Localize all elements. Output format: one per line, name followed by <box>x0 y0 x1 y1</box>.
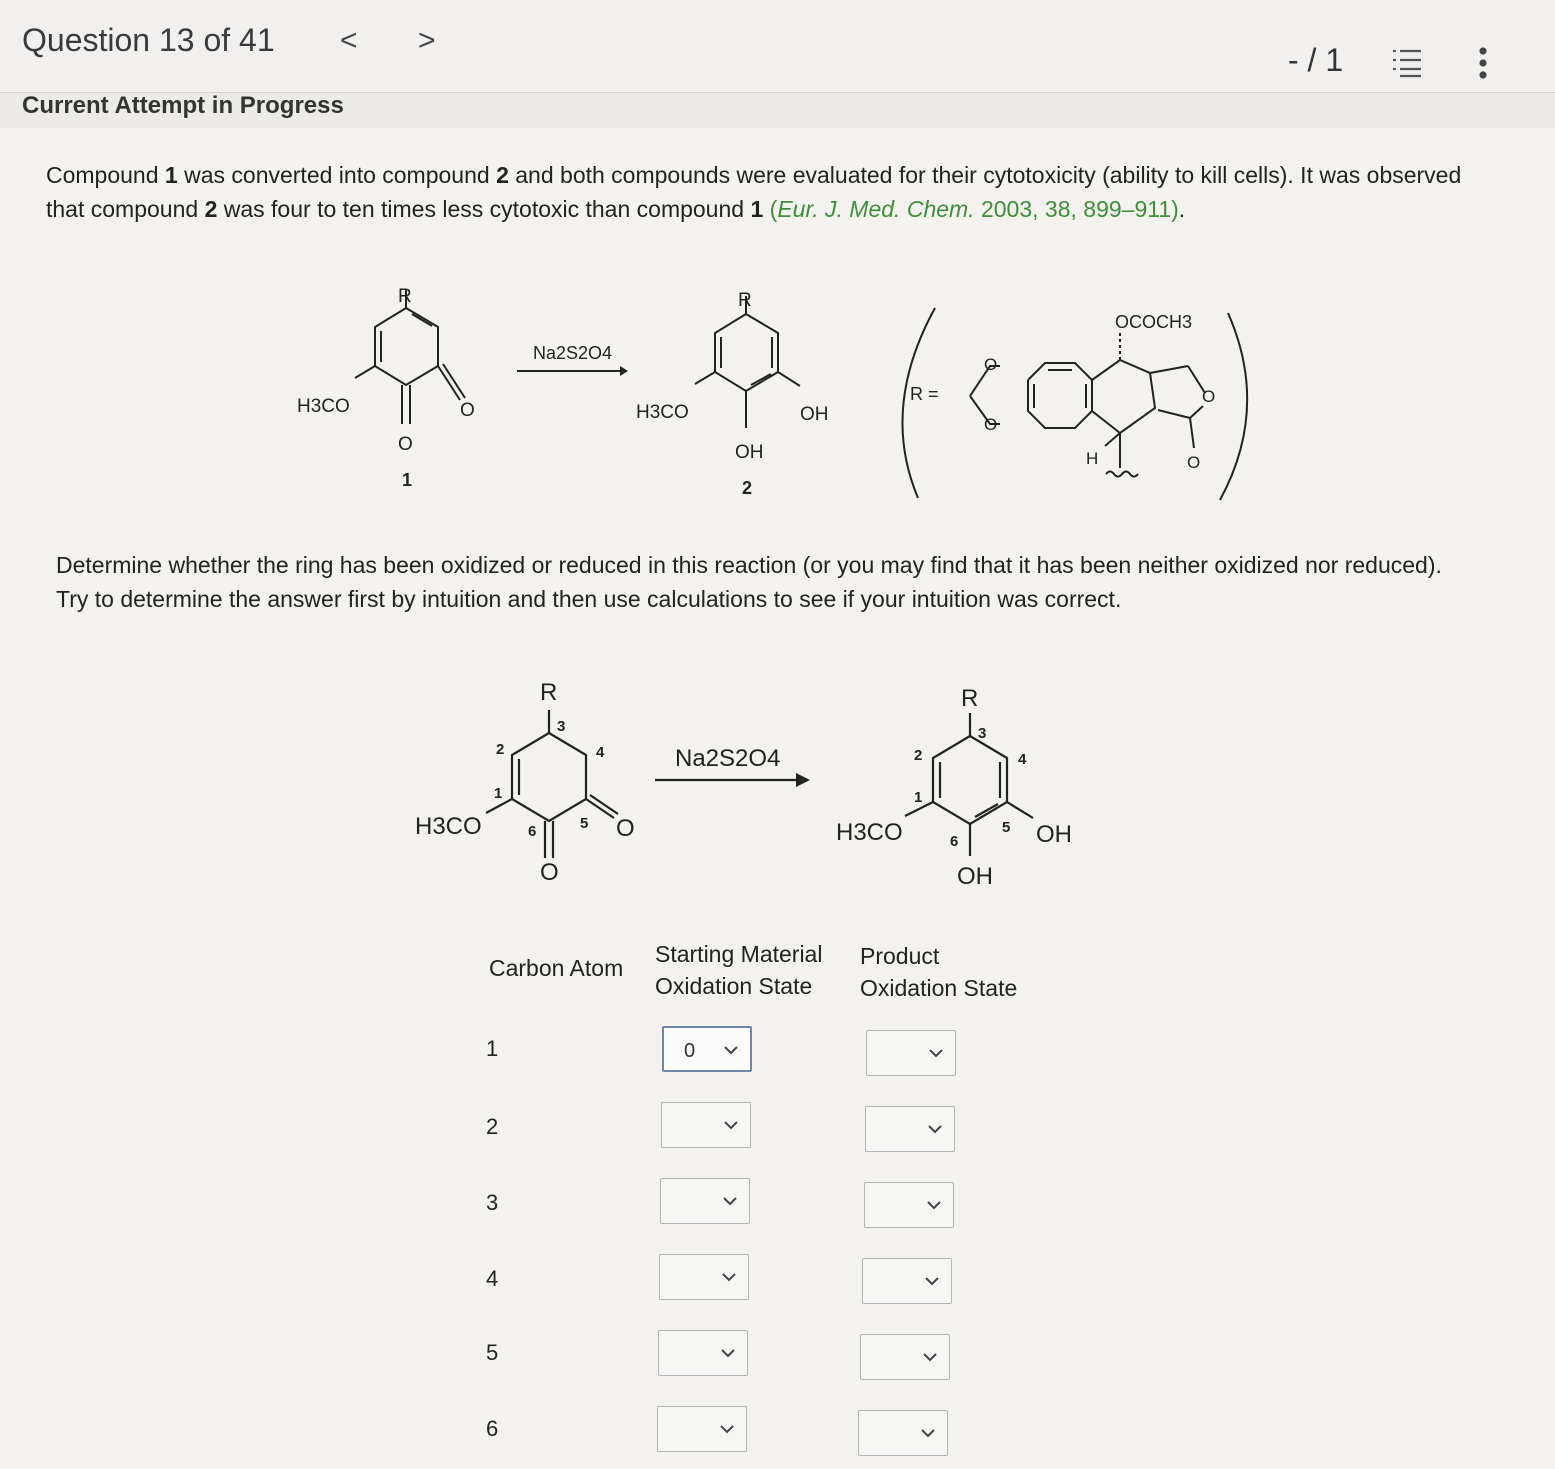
table-row-atom: 6 <box>486 1416 499 1441</box>
oxygen-label: O <box>616 815 635 842</box>
start-oxidation-select-5[interactable] <box>658 1330 748 1376</box>
start-oxidation-select-4[interactable] <box>659 1254 749 1300</box>
oxygen-label: O <box>984 415 998 434</box>
citation: (Eur. J. Med. Chem. 2003, 38, 899–911) <box>769 196 1179 222</box>
table-row-atom: 4 <box>486 1266 499 1291</box>
oxygen-label: O <box>460 400 475 421</box>
atom-number: 6 <box>528 823 537 840</box>
table-row-atom: 5 <box>486 1340 499 1365</box>
chevron-down-icon <box>919 1425 937 1441</box>
next-question-button[interactable]: > <box>418 24 436 57</box>
chevron-down-icon <box>719 1345 737 1361</box>
atom-number: 6 <box>950 833 959 850</box>
chevron-down-icon <box>925 1197 943 1213</box>
atom-number: 1 <box>494 785 503 802</box>
question-counter: Question 13 of 41 <box>22 22 275 58</box>
atom-number: 4 <box>1018 751 1027 768</box>
chevron-down-icon <box>926 1121 944 1137</box>
product-oxidation-select-6[interactable] <box>858 1410 948 1456</box>
compound-ref: 2 <box>204 196 218 222</box>
reaction-scheme-overview <box>0 128 1555 528</box>
compound-1-label: 1 <box>402 470 413 490</box>
atom-number: 1 <box>914 789 923 806</box>
atom-number: 5 <box>1002 819 1011 836</box>
r-label: R <box>738 290 752 311</box>
methoxy-label: H3CO <box>415 813 482 840</box>
chevron-down-icon <box>722 1042 740 1058</box>
table-row-atom: 3 <box>486 1190 499 1215</box>
compound-ref: 1 <box>750 196 764 222</box>
methoxy-label: H3CO <box>297 396 350 417</box>
product-oxidation-select-5[interactable] <box>860 1334 950 1380</box>
oxygen-label: O <box>540 859 559 886</box>
hydroxyl-label: OH <box>1036 821 1072 848</box>
product-oxidation-select-1[interactable] <box>866 1030 956 1076</box>
oxygen-label: O <box>984 355 998 374</box>
hydroxyl-label: OH <box>800 404 829 425</box>
column-header-carbon-atom: Carbon Atom <box>489 955 624 981</box>
chevron-down-icon <box>722 1117 740 1133</box>
methoxy-label: H3CO <box>636 402 689 423</box>
previous-question-button[interactable]: < <box>340 24 358 57</box>
chevron-down-icon <box>921 1349 939 1365</box>
reagent-label: Na2S2O4 <box>533 343 613 363</box>
column-header-starting-material: Starting Material Oxidation State <box>655 941 823 999</box>
atom-number: 3 <box>978 725 987 742</box>
hydrogen-label: H <box>1086 449 1099 468</box>
reagent-label: Na2S2O4 <box>675 745 781 772</box>
table-row-atom: 2 <box>486 1114 499 1139</box>
chevron-down-icon <box>718 1421 736 1437</box>
question-content <box>0 128 1555 1469</box>
chevron-down-icon <box>923 1273 941 1289</box>
column-header-product: Product Oxidation State <box>860 943 1018 1001</box>
compound-ref: 1 <box>164 162 178 188</box>
atom-number: 5 <box>580 815 589 832</box>
start-oxidation-select-6[interactable] <box>657 1406 747 1452</box>
atom-number: 2 <box>914 747 923 764</box>
chevron-down-icon <box>927 1045 945 1061</box>
table-row-atom: 1 <box>486 1036 499 1061</box>
r-label: R <box>540 679 558 706</box>
start-oxidation-select-2[interactable] <box>661 1102 751 1148</box>
atom-number: 4 <box>596 744 605 761</box>
atom-number: 3 <box>557 718 566 735</box>
header-bar <box>0 0 1555 93</box>
product-oxidation-select-3[interactable] <box>864 1182 954 1228</box>
hydroxyl-label: OH <box>957 863 993 890</box>
hydroxyl-label: OH <box>735 442 764 463</box>
r-equals-label: R = <box>910 384 939 404</box>
atom-number: 2 <box>496 741 505 758</box>
question-intro: Compound 1 was converted into compound 2 and both compounds were evaluated for their cytotoxicity (ability to kill cells). It was observed that compound 2 was four to ten times less cytotoxic than compound 1 (Eur. J. Med. Chem. 2003, 38, 899–911). <box>46 162 1462 222</box>
product-oxidation-select-2[interactable] <box>865 1106 955 1152</box>
chevron-down-icon <box>720 1269 738 1285</box>
oxygen-label: O <box>1187 453 1201 472</box>
chevron-down-icon <box>721 1193 739 1209</box>
oxygen-label: O <box>398 434 413 455</box>
start-oxidation-select-1[interactable]: 0 <box>662 1026 752 1072</box>
compound-2-label: 2 <box>742 478 753 498</box>
compound-ref: 2 <box>496 162 509 188</box>
methoxy-label: H3CO <box>836 819 903 846</box>
list-icon[interactable] <box>1390 46 1424 80</box>
r-label: R <box>398 286 412 307</box>
question-prompt: Determine whether the ring has been oxidized or reduced in this reaction (or you may find that it has been neither oxidized nor reduced). Try to determine the answer first by intuition and then use calculations to see if your intuition was correct. <box>56 552 1442 612</box>
more-vertical-icon[interactable] <box>1472 44 1494 84</box>
attempt-status: Current Attempt in Progress <box>22 92 344 119</box>
r-label: R <box>961 685 979 712</box>
acetoxy-label: OCOCH3 <box>1115 312 1193 332</box>
oxygen-label: O <box>1202 387 1216 406</box>
start-oxidation-select-3[interactable] <box>660 1178 750 1224</box>
score-display: - / 1 <box>1288 42 1344 78</box>
product-oxidation-select-4[interactable] <box>862 1258 952 1304</box>
